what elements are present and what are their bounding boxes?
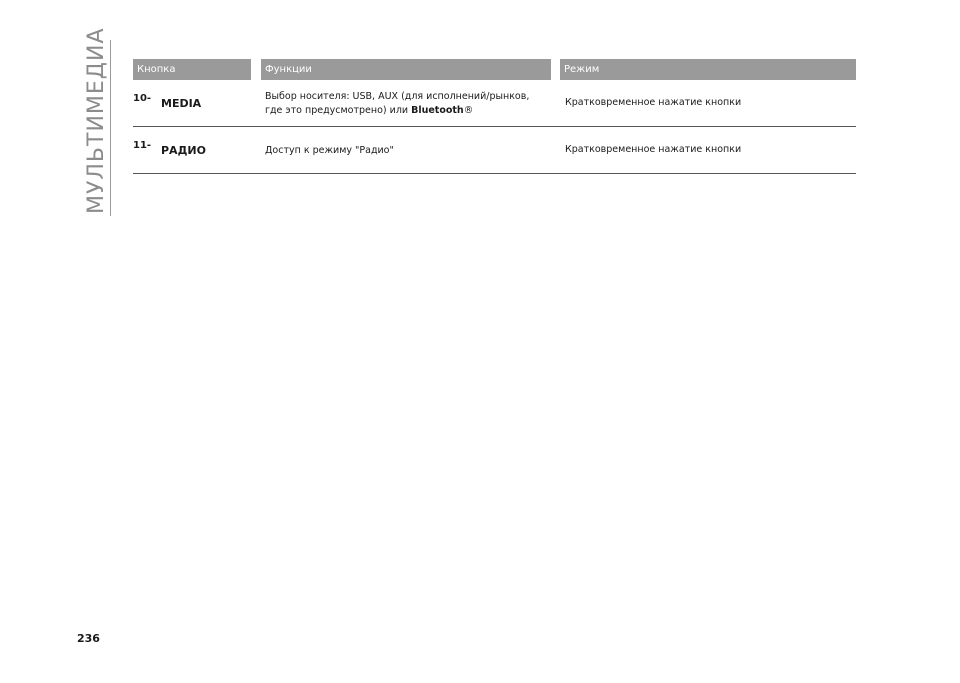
header-button: Кнопка — [133, 59, 251, 80]
row-number: 11- — [133, 140, 152, 151]
mode-description: Кратковременное нажатие кнопки — [565, 144, 742, 155]
page-number: 236 — [77, 632, 100, 645]
function-description: Доступ к режиму "Радио" — [265, 145, 394, 156]
section-divider — [110, 40, 111, 216]
section-title: МУЛЬТИМЕДИА — [84, 27, 109, 214]
mode-description: Кратковременное нажатие кнопки — [565, 97, 742, 108]
buttons-table — [133, 59, 856, 174]
function-line: Выбор носителя: USB, AUX (для исполнений/рынков, — [265, 91, 530, 102]
function-line-prefix: где это предусмотрено) или — [265, 105, 412, 116]
table-row — [133, 80, 856, 127]
header-mode: Режим — [560, 59, 856, 80]
row-number: 10- — [133, 93, 152, 104]
function-description — [265, 90, 560, 118]
table-row — [133, 127, 856, 174]
button-name: MEDIA — [161, 97, 202, 110]
table-header — [133, 59, 856, 80]
registered-mark: ® — [463, 105, 474, 116]
header-functions: Функции — [261, 59, 551, 80]
bluetooth-term: Bluetooth — [411, 105, 464, 116]
button-name: РАДИО — [161, 144, 206, 157]
